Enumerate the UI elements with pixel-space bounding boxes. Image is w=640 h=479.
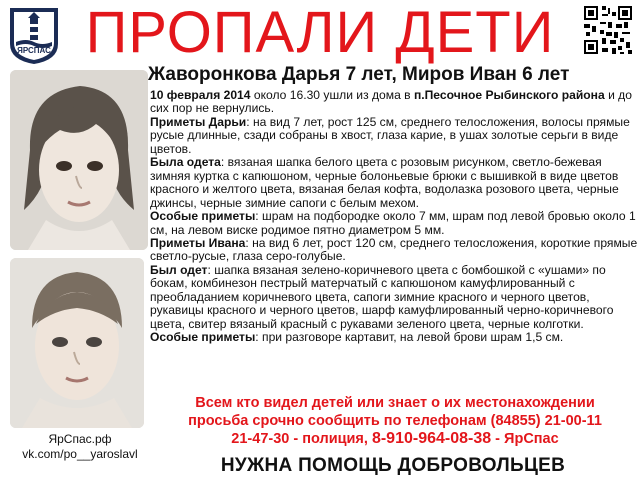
caption-vk: vk.com/po__yaroslavl bbox=[22, 447, 138, 461]
paragraph-daria-clothes: Была одета: вязаная шапка белого цвета с розовым рисунком, светло-бежевая зимняя куртка с капюшоном, черные болоньевые брюки с вышивкой в виде цветов красного и желтого цвета, вязаная белая кофта, водолазка розового цвета, черные джинсы, черные зимние сапоги с белым мехом. bbox=[150, 155, 619, 210]
child-photo-boy bbox=[10, 258, 144, 428]
caption-site: ЯрСпас.рф bbox=[48, 432, 112, 446]
volunteers-footer: НУЖНА ПОМОЩЬ ДОБРОВОЛЬЦЕВ bbox=[220, 455, 566, 476]
description-block bbox=[150, 89, 638, 345]
appeal-line-3: 21-47-30 - полиция, 8-910-964-08-38 - ЯрСпас bbox=[231, 430, 559, 447]
paragraph-date: 10 февраля 2014 около 16.30 ушли из дома в п.Песочное Рыбинского района и до сих пор не вернулись. bbox=[150, 88, 632, 116]
paragraph-ivan-features: Приметы Ивана: на вид 6 лет, рост 120 см, среднего телосложения, короткие прямые светло-русые, глаза серо-голубые. bbox=[150, 235, 638, 264]
page-title: ПРОПАЛИ ДЕТИ bbox=[85, 0, 555, 65]
children-names: Жаворонкова Дарья 7 лет, Миров Иван 6 лет bbox=[148, 64, 570, 85]
appeal-block bbox=[152, 394, 638, 448]
qr-code-icon bbox=[582, 4, 634, 56]
lighthouse-logo-icon bbox=[6, 4, 62, 66]
paragraph-daria-features: Приметы Дарьи: на вид 7 лет, рост 125 см, среднего телосложения, волосы прямые русые длинные, сзади собраны в хвост, глаза карие, в ушах золотые серьги в виде цветов. bbox=[150, 114, 630, 156]
paragraph-ivan-special: Особые приметы: при разговоре картавит, на левой брови шрам 1,5 см. bbox=[150, 330, 564, 345]
logo-text: ЯРСПАС bbox=[17, 46, 51, 55]
appeal-line-2: просьба срочно сообщить по телефонам (84855) 21-00-11 bbox=[188, 413, 602, 429]
date-label: 10 февраля 2014 bbox=[150, 88, 251, 102]
rescue-phone: 8-910-964-08-38 bbox=[371, 430, 492, 447]
paragraph-ivan-clothes: Был одет: шапка вязаная зелено-коричневого цвета с бомбошкой с «ушами» по бокам, комбинезон пестрый матерчатый с капюшоном камуфлированный с преобладанием коричневого цвета, сапоги зимние красного и черного цветов, рукавицы красного и черного цветов, шарф камуфлированный черно-коричневого цвета, свитер вязаный красный с рукавами зеленого цвета, черные колготки. bbox=[150, 262, 614, 331]
paragraph-daria-special: Особые приметы: шрам на подбородке около 7 мм, шрам под левой бровью около 1 см, на левом виске родимое пятно диаметром 5 мм. bbox=[150, 209, 636, 237]
place-label: п.Песочное Рыбинского района bbox=[413, 88, 605, 102]
appeal-line-1: Всем кто видел детей или знает о их местонахождении bbox=[195, 395, 595, 411]
child-photo-girl bbox=[10, 70, 148, 250]
